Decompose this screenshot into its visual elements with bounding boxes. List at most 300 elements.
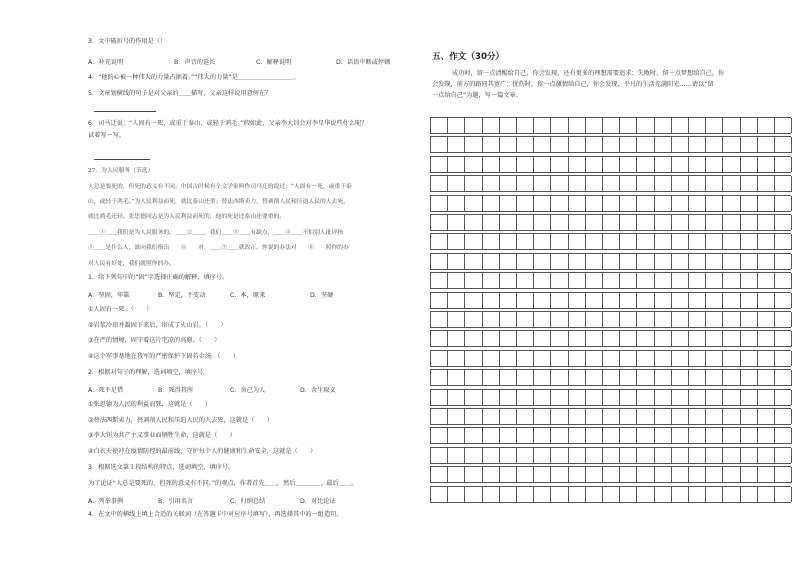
grid-cell[interactable] xyxy=(551,234,568,249)
grid-cell[interactable] xyxy=(603,351,620,366)
grid-cell[interactable] xyxy=(758,176,775,191)
grid-cell[interactable] xyxy=(758,409,775,424)
grid-cell[interactable] xyxy=(706,273,723,288)
grid-cell[interactable] xyxy=(483,293,500,308)
grid-cell[interactable] xyxy=(620,351,637,366)
grid-cell[interactable] xyxy=(534,254,551,269)
grid-cell[interactable] xyxy=(500,293,517,308)
grid-cell[interactable] xyxy=(620,176,637,191)
grid-cell[interactable] xyxy=(655,331,672,346)
grid-cell[interactable] xyxy=(706,254,723,269)
grid-cell[interactable] xyxy=(775,390,792,405)
grid-cell[interactable] xyxy=(500,409,517,424)
grid-cell[interactable] xyxy=(672,351,689,366)
grid-cell[interactable] xyxy=(758,234,775,249)
grid-cell[interactable] xyxy=(483,196,500,211)
grid-cell[interactable] xyxy=(448,293,465,308)
grid-cell[interactable] xyxy=(775,196,792,211)
grid-cell[interactable] xyxy=(775,351,792,366)
grid-cell[interactable] xyxy=(500,448,517,463)
grid-cell[interactable] xyxy=(672,176,689,191)
grid-cell[interactable] xyxy=(706,390,723,405)
grid-cell[interactable] xyxy=(741,234,758,249)
grid-cell[interactable] xyxy=(465,390,482,405)
grid-cell[interactable] xyxy=(517,196,534,211)
grid-cell[interactable] xyxy=(741,118,758,133)
grid-cell[interactable] xyxy=(775,137,792,152)
grid-cell[interactable] xyxy=(517,467,534,482)
grid-cell[interactable] xyxy=(448,370,465,385)
grid-cell[interactable] xyxy=(689,196,706,211)
grid-cell[interactable] xyxy=(534,331,551,346)
grid-cell[interactable] xyxy=(775,254,792,269)
grid-cell[interactable] xyxy=(758,273,775,288)
grid-cell[interactable] xyxy=(586,370,603,385)
grid-cell[interactable] xyxy=(500,137,517,152)
grid-cell[interactable] xyxy=(534,273,551,288)
grid-cell[interactable] xyxy=(586,137,603,152)
grid-cell[interactable] xyxy=(741,254,758,269)
grid-cell[interactable] xyxy=(637,215,654,230)
grid-cell[interactable] xyxy=(655,312,672,327)
grid-cell[interactable] xyxy=(637,370,654,385)
grid-cell[interactable] xyxy=(758,487,775,502)
grid-cell[interactable] xyxy=(758,351,775,366)
grid-cell[interactable] xyxy=(723,137,740,152)
grid-cell[interactable] xyxy=(517,370,534,385)
grid-cell[interactable] xyxy=(551,157,568,172)
grid-cell[interactable] xyxy=(758,293,775,308)
grid-cell[interactable] xyxy=(706,467,723,482)
grid-cell[interactable] xyxy=(483,351,500,366)
grid-cell[interactable] xyxy=(569,370,586,385)
grid-cell[interactable] xyxy=(672,428,689,443)
grid-cell[interactable] xyxy=(706,196,723,211)
grid-cell[interactable] xyxy=(758,467,775,482)
grid-cell[interactable] xyxy=(620,370,637,385)
grid-cell[interactable] xyxy=(637,234,654,249)
grid-cell[interactable] xyxy=(500,390,517,405)
grid-cell[interactable] xyxy=(655,137,672,152)
grid-cell[interactable] xyxy=(603,312,620,327)
grid-cell[interactable] xyxy=(551,390,568,405)
grid-cell[interactable] xyxy=(620,390,637,405)
grid-cell[interactable] xyxy=(706,409,723,424)
grid-cell[interactable] xyxy=(448,196,465,211)
grid-cell[interactable] xyxy=(741,196,758,211)
grid-cell[interactable] xyxy=(569,467,586,482)
grid-cell[interactable] xyxy=(741,312,758,327)
grid-cell[interactable] xyxy=(448,448,465,463)
grid-cell[interactable] xyxy=(569,157,586,172)
grid-cell[interactable] xyxy=(706,312,723,327)
grid-cell[interactable] xyxy=(689,370,706,385)
grid-cell[interactable] xyxy=(741,157,758,172)
grid-cell[interactable] xyxy=(723,118,740,133)
grid-cell[interactable] xyxy=(551,409,568,424)
grid-cell[interactable] xyxy=(517,293,534,308)
grid-cell[interactable] xyxy=(689,234,706,249)
grid-cell[interactable] xyxy=(689,137,706,152)
grid-cell[interactable] xyxy=(723,157,740,172)
grid-cell[interactable] xyxy=(448,331,465,346)
grid-cell[interactable] xyxy=(775,428,792,443)
grid-cell[interactable] xyxy=(637,254,654,269)
grid-cell[interactable] xyxy=(586,448,603,463)
grid-cell[interactable] xyxy=(723,215,740,230)
grid-cell[interactable] xyxy=(586,467,603,482)
grid-cell[interactable] xyxy=(723,312,740,327)
grid-cell[interactable] xyxy=(706,137,723,152)
grid-cell[interactable] xyxy=(517,137,534,152)
grid-cell[interactable] xyxy=(534,428,551,443)
grid-cell[interactable] xyxy=(672,215,689,230)
grid-cell[interactable] xyxy=(741,176,758,191)
grid-cell[interactable] xyxy=(706,234,723,249)
grid-cell[interactable] xyxy=(620,157,637,172)
grid-cell[interactable] xyxy=(672,273,689,288)
grid-cell[interactable] xyxy=(620,118,637,133)
grid-cell[interactable] xyxy=(448,234,465,249)
grid-cell[interactable] xyxy=(448,390,465,405)
grid-cell[interactable] xyxy=(517,157,534,172)
grid-cell[interactable] xyxy=(741,370,758,385)
grid-cell[interactable] xyxy=(689,215,706,230)
grid-cell[interactable] xyxy=(637,137,654,152)
grid-cell[interactable] xyxy=(431,351,448,366)
grid-cell[interactable] xyxy=(551,428,568,443)
grid-cell[interactable] xyxy=(689,157,706,172)
grid-cell[interactable] xyxy=(569,409,586,424)
grid-cell[interactable] xyxy=(517,312,534,327)
grid-cell[interactable] xyxy=(431,176,448,191)
grid-cell[interactable] xyxy=(500,487,517,502)
grid-cell[interactable] xyxy=(758,370,775,385)
grid-cell[interactable] xyxy=(603,137,620,152)
grid-cell[interactable] xyxy=(758,196,775,211)
grid-cell[interactable] xyxy=(500,467,517,482)
grid-cell[interactable] xyxy=(603,487,620,502)
grid-cell[interactable] xyxy=(517,351,534,366)
grid-cell[interactable] xyxy=(483,234,500,249)
grid-cell[interactable] xyxy=(775,312,792,327)
grid-cell[interactable] xyxy=(655,390,672,405)
grid-cell[interactable] xyxy=(431,390,448,405)
grid-cell[interactable] xyxy=(431,254,448,269)
grid-cell[interactable] xyxy=(431,273,448,288)
grid-cell[interactable] xyxy=(689,331,706,346)
grid-cell[interactable] xyxy=(551,312,568,327)
grid-cell[interactable] xyxy=(517,215,534,230)
grid-cell[interactable] xyxy=(758,215,775,230)
grid-cell[interactable] xyxy=(431,331,448,346)
grid-cell[interactable] xyxy=(689,428,706,443)
grid-cell[interactable] xyxy=(741,351,758,366)
grid-cell[interactable] xyxy=(551,273,568,288)
grid-cell[interactable] xyxy=(465,312,482,327)
grid-cell[interactable] xyxy=(775,409,792,424)
grid-cell[interactable] xyxy=(689,467,706,482)
grid-cell[interactable] xyxy=(431,293,448,308)
grid-cell[interactable] xyxy=(517,331,534,346)
grid-cell[interactable] xyxy=(655,215,672,230)
grid-cell[interactable] xyxy=(672,467,689,482)
grid-cell[interactable] xyxy=(741,331,758,346)
grid-cell[interactable] xyxy=(655,448,672,463)
grid-cell[interactable] xyxy=(637,196,654,211)
grid-cell[interactable] xyxy=(500,157,517,172)
grid-cell[interactable] xyxy=(672,370,689,385)
grid-cell[interactable] xyxy=(603,331,620,346)
grid-cell[interactable] xyxy=(551,196,568,211)
grid-cell[interactable] xyxy=(448,428,465,443)
grid-cell[interactable] xyxy=(517,254,534,269)
grid-cell[interactable] xyxy=(534,137,551,152)
grid-cell[interactable] xyxy=(534,157,551,172)
grid-cell[interactable] xyxy=(655,487,672,502)
grid-cell[interactable] xyxy=(483,215,500,230)
grid-cell[interactable] xyxy=(689,273,706,288)
grid-cell[interactable] xyxy=(534,293,551,308)
grid-cell[interactable] xyxy=(655,273,672,288)
grid-cell[interactable] xyxy=(723,487,740,502)
grid-cell[interactable] xyxy=(620,196,637,211)
grid-cell[interactable] xyxy=(620,331,637,346)
grid-cell[interactable] xyxy=(465,351,482,366)
grid-cell[interactable] xyxy=(741,137,758,152)
grid-cell[interactable] xyxy=(775,118,792,133)
grid-cell[interactable] xyxy=(483,428,500,443)
grid-cell[interactable] xyxy=(448,409,465,424)
grid-cell[interactable] xyxy=(534,215,551,230)
grid-cell[interactable] xyxy=(465,157,482,172)
grid-cell[interactable] xyxy=(620,215,637,230)
grid-cell[interactable] xyxy=(569,215,586,230)
grid-cell[interactable] xyxy=(500,234,517,249)
grid-cell[interactable] xyxy=(517,448,534,463)
grid-cell[interactable] xyxy=(465,176,482,191)
grid-cell[interactable] xyxy=(465,137,482,152)
grid-cell[interactable] xyxy=(655,234,672,249)
grid-cell[interactable] xyxy=(655,467,672,482)
grid-cell[interactable] xyxy=(448,176,465,191)
grid-cell[interactable] xyxy=(706,176,723,191)
grid-cell[interactable] xyxy=(448,215,465,230)
grid-cell[interactable] xyxy=(483,118,500,133)
grid-cell[interactable] xyxy=(741,428,758,443)
grid-cell[interactable] xyxy=(723,390,740,405)
grid-cell[interactable] xyxy=(741,390,758,405)
grid-cell[interactable] xyxy=(551,176,568,191)
grid-cell[interactable] xyxy=(655,196,672,211)
grid-cell[interactable] xyxy=(465,254,482,269)
grid-cell[interactable] xyxy=(483,487,500,502)
grid-cell[interactable] xyxy=(448,467,465,482)
grid-cell[interactable] xyxy=(483,176,500,191)
grid-cell[interactable] xyxy=(569,254,586,269)
grid-cell[interactable] xyxy=(672,254,689,269)
grid-cell[interactable] xyxy=(775,234,792,249)
grid-cell[interactable] xyxy=(672,234,689,249)
grid-cell[interactable] xyxy=(448,254,465,269)
grid-cell[interactable] xyxy=(655,351,672,366)
grid-cell[interactable] xyxy=(500,273,517,288)
grid-cell[interactable] xyxy=(775,215,792,230)
grid-cell[interactable] xyxy=(517,176,534,191)
grid-cell[interactable] xyxy=(655,118,672,133)
grid-cell[interactable] xyxy=(586,196,603,211)
grid-cell[interactable] xyxy=(431,409,448,424)
grid-cell[interactable] xyxy=(586,273,603,288)
grid-cell[interactable] xyxy=(448,118,465,133)
grid-cell[interactable] xyxy=(706,293,723,308)
grid-cell[interactable] xyxy=(569,351,586,366)
grid-cell[interactable] xyxy=(551,370,568,385)
grid-cell[interactable] xyxy=(500,351,517,366)
grid-cell[interactable] xyxy=(586,215,603,230)
grid-cell[interactable] xyxy=(758,312,775,327)
grid-cell[interactable] xyxy=(551,467,568,482)
grid-cell[interactable] xyxy=(551,215,568,230)
grid-cell[interactable] xyxy=(586,351,603,366)
grid-cell[interactable] xyxy=(569,428,586,443)
grid-cell[interactable] xyxy=(465,234,482,249)
grid-cell[interactable] xyxy=(586,390,603,405)
grid-cell[interactable] xyxy=(637,273,654,288)
grid-cell[interactable] xyxy=(637,448,654,463)
grid-cell[interactable] xyxy=(706,487,723,502)
grid-cell[interactable] xyxy=(569,390,586,405)
grid-cell[interactable] xyxy=(517,234,534,249)
grid-cell[interactable] xyxy=(620,273,637,288)
grid-cell[interactable] xyxy=(603,196,620,211)
grid-cell[interactable] xyxy=(672,157,689,172)
grid-cell[interactable] xyxy=(431,312,448,327)
grid-cell[interactable] xyxy=(517,428,534,443)
grid-cell[interactable] xyxy=(689,293,706,308)
grid-cell[interactable] xyxy=(483,157,500,172)
grid-cell[interactable] xyxy=(500,215,517,230)
grid-cell[interactable] xyxy=(775,370,792,385)
grid-cell[interactable] xyxy=(534,312,551,327)
grid-cell[interactable] xyxy=(758,331,775,346)
grid-cell[interactable] xyxy=(534,176,551,191)
grid-cell[interactable] xyxy=(723,196,740,211)
grid-cell[interactable] xyxy=(655,409,672,424)
grid-cell[interactable] xyxy=(637,409,654,424)
grid-cell[interactable] xyxy=(723,293,740,308)
grid-cell[interactable] xyxy=(500,254,517,269)
grid-cell[interactable] xyxy=(637,390,654,405)
grid-cell[interactable] xyxy=(689,254,706,269)
grid-cell[interactable] xyxy=(431,118,448,133)
grid-cell[interactable] xyxy=(569,118,586,133)
grid-cell[interactable] xyxy=(706,118,723,133)
grid-cell[interactable] xyxy=(672,196,689,211)
grid-cell[interactable] xyxy=(483,370,500,385)
grid-cell[interactable] xyxy=(483,409,500,424)
grid-cell[interactable] xyxy=(448,273,465,288)
grid-cell[interactable] xyxy=(534,409,551,424)
grid-cell[interactable] xyxy=(465,196,482,211)
grid-cell[interactable] xyxy=(448,351,465,366)
grid-cell[interactable] xyxy=(637,487,654,502)
grid-cell[interactable] xyxy=(569,487,586,502)
grid-cell[interactable] xyxy=(465,370,482,385)
grid-cell[interactable] xyxy=(655,176,672,191)
grid-cell[interactable] xyxy=(465,409,482,424)
grid-cell[interactable] xyxy=(603,428,620,443)
grid-cell[interactable] xyxy=(603,234,620,249)
grid-cell[interactable] xyxy=(741,293,758,308)
grid-cell[interactable] xyxy=(672,137,689,152)
grid-cell[interactable] xyxy=(483,331,500,346)
grid-cell[interactable] xyxy=(500,428,517,443)
grid-cell[interactable] xyxy=(569,331,586,346)
grid-cell[interactable] xyxy=(431,370,448,385)
grid-cell[interactable] xyxy=(483,467,500,482)
grid-cell[interactable] xyxy=(500,331,517,346)
grid-cell[interactable] xyxy=(689,448,706,463)
grid-cell[interactable] xyxy=(483,254,500,269)
grid-cell[interactable] xyxy=(637,118,654,133)
grid-cell[interactable] xyxy=(689,176,706,191)
grid-cell[interactable] xyxy=(741,487,758,502)
grid-cell[interactable] xyxy=(620,487,637,502)
grid-cell[interactable] xyxy=(620,448,637,463)
grid-cell[interactable] xyxy=(723,176,740,191)
grid-cell[interactable] xyxy=(569,448,586,463)
grid-cell[interactable] xyxy=(706,370,723,385)
grid-cell[interactable] xyxy=(620,293,637,308)
grid-cell[interactable] xyxy=(758,118,775,133)
grid-cell[interactable] xyxy=(775,157,792,172)
grid-cell[interactable] xyxy=(483,390,500,405)
grid-cell[interactable] xyxy=(603,409,620,424)
grid-cell[interactable] xyxy=(637,176,654,191)
grid-cell[interactable] xyxy=(706,215,723,230)
grid-cell[interactable] xyxy=(431,448,448,463)
grid-cell[interactable] xyxy=(620,254,637,269)
grid-cell[interactable] xyxy=(500,118,517,133)
grid-cell[interactable] xyxy=(723,234,740,249)
grid-cell[interactable] xyxy=(483,312,500,327)
grid-cell[interactable] xyxy=(603,176,620,191)
grid-cell[interactable] xyxy=(603,273,620,288)
grid-cell[interactable] xyxy=(431,196,448,211)
grid-cell[interactable] xyxy=(655,370,672,385)
grid-cell[interactable] xyxy=(551,448,568,463)
grid-cell[interactable] xyxy=(741,448,758,463)
grid-cell[interactable] xyxy=(534,196,551,211)
grid-cell[interactable] xyxy=(551,293,568,308)
grid-cell[interactable] xyxy=(689,487,706,502)
grid-cell[interactable] xyxy=(741,409,758,424)
grid-cell[interactable] xyxy=(431,487,448,502)
grid-cell[interactable] xyxy=(483,273,500,288)
grid-cell[interactable] xyxy=(569,293,586,308)
grid-cell[interactable] xyxy=(551,331,568,346)
grid-cell[interactable] xyxy=(465,215,482,230)
grid-cell[interactable] xyxy=(655,157,672,172)
grid-cell[interactable] xyxy=(500,312,517,327)
grid-cell[interactable] xyxy=(465,118,482,133)
grid-cell[interactable] xyxy=(603,157,620,172)
grid-cell[interactable] xyxy=(723,409,740,424)
grid-cell[interactable] xyxy=(603,118,620,133)
grid-cell[interactable] xyxy=(586,176,603,191)
grid-cell[interactable] xyxy=(775,448,792,463)
